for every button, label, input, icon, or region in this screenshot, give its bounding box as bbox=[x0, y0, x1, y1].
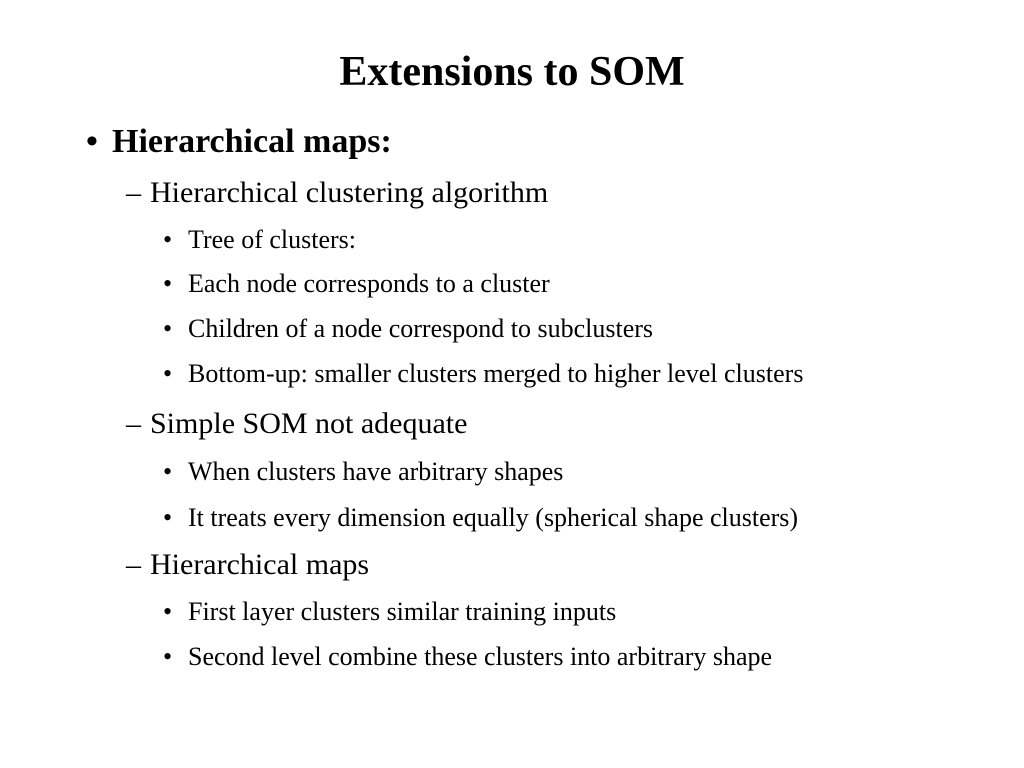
dash-marker: – bbox=[126, 548, 141, 581]
slide-title: Extensions to SOM bbox=[339, 49, 685, 95]
bullet-marker: • bbox=[163, 597, 173, 626]
dash-marker: – bbox=[126, 176, 141, 209]
bullet-marker: • bbox=[163, 225, 173, 254]
sub-sub-item-text: When clusters have arbitrary shapes bbox=[188, 457, 564, 486]
bullet-marker: • bbox=[163, 269, 173, 298]
sub-sub-item-text: Children of a node correspond to subclusters bbox=[188, 314, 654, 343]
bullet-marker: • bbox=[163, 457, 173, 486]
bullet-text: Hierarchical maps: bbox=[112, 123, 392, 160]
dash-marker: – bbox=[126, 407, 141, 440]
sub-item-text: Hierarchical maps bbox=[150, 548, 370, 581]
sub-sub-item-text: Second level combine these clusters into arbitrary shape bbox=[188, 642, 773, 671]
bullet-marker: • bbox=[163, 359, 173, 388]
bullet-marker: • bbox=[163, 503, 173, 532]
sub-sub-item-text: Each node corresponds to a cluster bbox=[188, 269, 550, 298]
bullet-marker: • bbox=[86, 123, 98, 160]
sub-sub-item-text: Tree of clusters: bbox=[188, 225, 357, 254]
sub-sub-item-text: It treats every dimension equally (spherical shape clusters) bbox=[188, 503, 799, 532]
bullet-marker: • bbox=[163, 314, 173, 343]
sub-item-text: Simple SOM not adequate bbox=[150, 407, 468, 440]
sub-sub-item-text: First layer clusters similar training inputs bbox=[188, 597, 617, 626]
sub-item-text: Hierarchical clustering algorithm bbox=[150, 176, 549, 209]
sub-sub-item-text: Bottom-up: smaller clusters merged to higher level clusters bbox=[188, 359, 804, 388]
bullet-marker: • bbox=[163, 642, 173, 671]
